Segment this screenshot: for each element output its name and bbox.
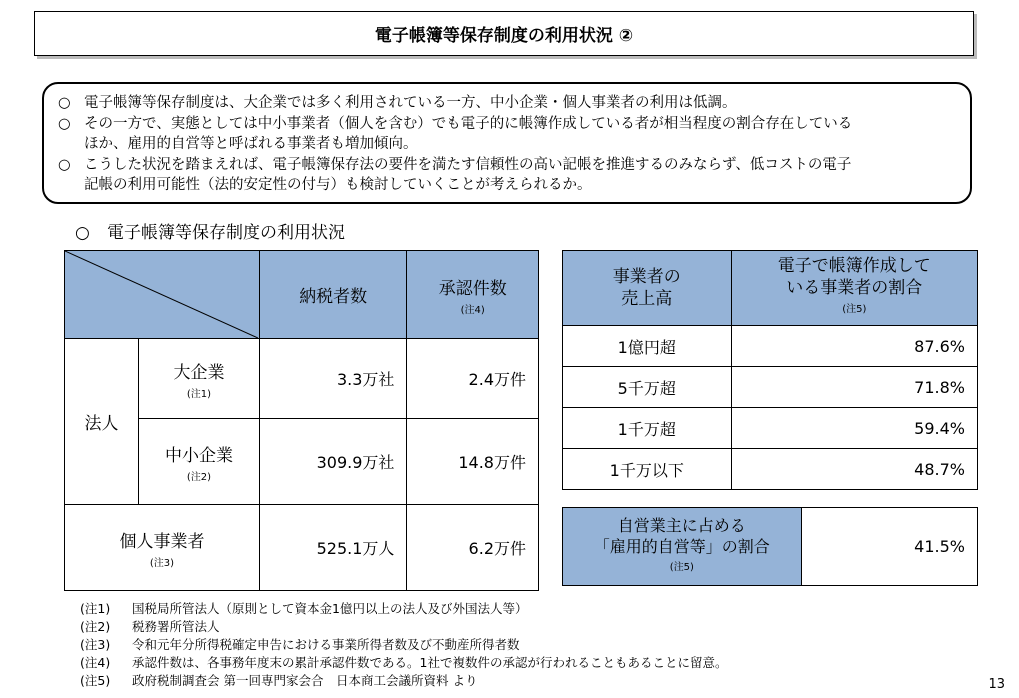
header-ratio-line: 電子で帳簿作成して bbox=[777, 256, 931, 276]
row-label-note: (注3) bbox=[149, 557, 175, 569]
footnote-label: (注1) bbox=[80, 601, 111, 616]
self-employed-label-line: 「雇用的自営等」の割合 bbox=[593, 537, 770, 556]
diagonal-header-cell bbox=[65, 251, 260, 339]
summary-item bbox=[58, 155, 956, 196]
self-employed-table bbox=[562, 507, 978, 586]
footnote bbox=[80, 672, 727, 690]
header-sales-line: 売上高 bbox=[621, 289, 673, 309]
self-employed-label-line: 自営業主に占める bbox=[617, 516, 746, 535]
row-label-text: 個人事業者 bbox=[119, 531, 205, 552]
footnote-label: (注5) bbox=[80, 673, 111, 688]
group-corporation: 法人 bbox=[65, 339, 139, 505]
ratio-cell: 48.7% bbox=[731, 449, 977, 490]
sales-cell: 1千万超 bbox=[563, 408, 732, 449]
self-employed-value: 41.5% bbox=[801, 508, 977, 586]
ratio-cell: 59.4% bbox=[731, 408, 977, 449]
usage-table bbox=[64, 250, 539, 591]
section-title-text: 電子帳簿等保存制度の利用状況 bbox=[107, 223, 345, 243]
header-approvals-label: 承認件数 bbox=[438, 278, 507, 299]
summary-line: その一方で、実態としては中小事業者（個人を含む）でも電子的に帳簿作成している者が相当程度の割合存在している bbox=[84, 115, 853, 132]
footnote bbox=[80, 654, 727, 672]
footnote-text: 政府税制調査会 第一回専門家会合 日本商工会議所資料 より bbox=[132, 673, 478, 688]
row-label bbox=[138, 339, 259, 419]
approvals-value: 14.8万件 bbox=[407, 419, 539, 505]
footnote-text: 承認件数は、各事務年度末の累計承認件数である。1社で複数件の承認が行われることもあることに留意。 bbox=[132, 655, 728, 670]
taxpayers-value: 3.3万社 bbox=[259, 339, 406, 419]
row-label-text: 中小企業 bbox=[164, 445, 233, 466]
header-approvals-note: (注4) bbox=[460, 304, 485, 316]
footnote-label: (注2) bbox=[80, 619, 111, 634]
header-taxpayers: 納税者数 bbox=[259, 251, 406, 339]
taxpayers-value: 309.9万社 bbox=[259, 419, 406, 505]
diagonal-line-icon bbox=[65, 251, 258, 338]
summary-item bbox=[58, 93, 956, 114]
ratio-cell: 71.8% bbox=[731, 367, 977, 408]
footnote bbox=[80, 618, 727, 636]
footnote bbox=[80, 636, 727, 654]
taxpayers-value: 525.1万人 bbox=[259, 505, 406, 591]
footnote-label: (注4) bbox=[80, 655, 111, 670]
summary-line: ほか、雇用的自営等と呼ばれる事業者も増加傾向。 bbox=[84, 136, 418, 152]
summary-text bbox=[84, 155, 956, 196]
footnote-text: 税務署所管法人 bbox=[132, 619, 220, 634]
summary-box bbox=[42, 82, 972, 204]
summary-item bbox=[58, 114, 956, 155]
row-label-note: (注2) bbox=[186, 471, 212, 483]
footnote-text: 令和元年分所得税確定申告における事業所得者数及び不動産所得者数 bbox=[132, 637, 520, 652]
page-number: 13 bbox=[988, 677, 1005, 692]
bullet-circle-icon: ○ bbox=[58, 95, 71, 111]
header-ratio-note: (注5) bbox=[842, 304, 867, 315]
bullet-circle-icon: ○ bbox=[58, 115, 71, 132]
approvals-value: 2.4万件 bbox=[407, 339, 539, 419]
footnotes bbox=[80, 600, 727, 690]
sales-cell: 5千万超 bbox=[563, 367, 732, 408]
header-sales bbox=[563, 251, 732, 326]
summary-line: 記帳の利用可能性（法的安定性の付与）も検討していくことが考えられるか。 bbox=[84, 177, 592, 193]
sales-cell: 1億円超 bbox=[563, 326, 732, 367]
header-approvals bbox=[407, 251, 539, 339]
summary-text bbox=[84, 114, 956, 155]
section-title bbox=[75, 218, 345, 243]
bullet-circle-icon: ○ bbox=[58, 156, 71, 173]
self-employed-note: (注5) bbox=[669, 562, 694, 573]
row-label bbox=[138, 419, 259, 505]
footnote bbox=[80, 600, 727, 618]
summary-line: こうした状況を踏まえれば、電子帳簿保存法の要件を満たす信頼性の高い記帳を推進するのみならず、低コストの電子 bbox=[84, 156, 852, 173]
row-label-note: (注1) bbox=[186, 388, 212, 400]
sales-ratio-table bbox=[562, 250, 978, 490]
self-employed-label bbox=[563, 508, 802, 586]
summary-text: 電子帳簿等保存制度は、大企業では多く利用されている一方、中小企業・個人事業者の利用は低調。 bbox=[84, 95, 737, 111]
row-label-text: 大企業 bbox=[173, 362, 225, 383]
footnote-label: (注3) bbox=[80, 637, 111, 652]
footnote-text: 国税局所管法人（原則として資本金1億円以上の法人及び外国法人等） bbox=[132, 601, 528, 616]
header-ratio bbox=[731, 251, 977, 326]
bullet-circle-icon: ○ bbox=[75, 223, 90, 243]
header-sales-line: 事業者の bbox=[612, 267, 681, 287]
ratio-cell: 87.6% bbox=[731, 326, 977, 367]
row-label bbox=[65, 505, 260, 591]
page-title: 電子帳簿等保存制度の利用状況 ② bbox=[34, 11, 974, 56]
header-ratio-line: いる事業者の割合 bbox=[786, 278, 923, 298]
sales-cell: 1千万以下 bbox=[563, 449, 732, 490]
approvals-value: 6.2万件 bbox=[407, 505, 539, 591]
